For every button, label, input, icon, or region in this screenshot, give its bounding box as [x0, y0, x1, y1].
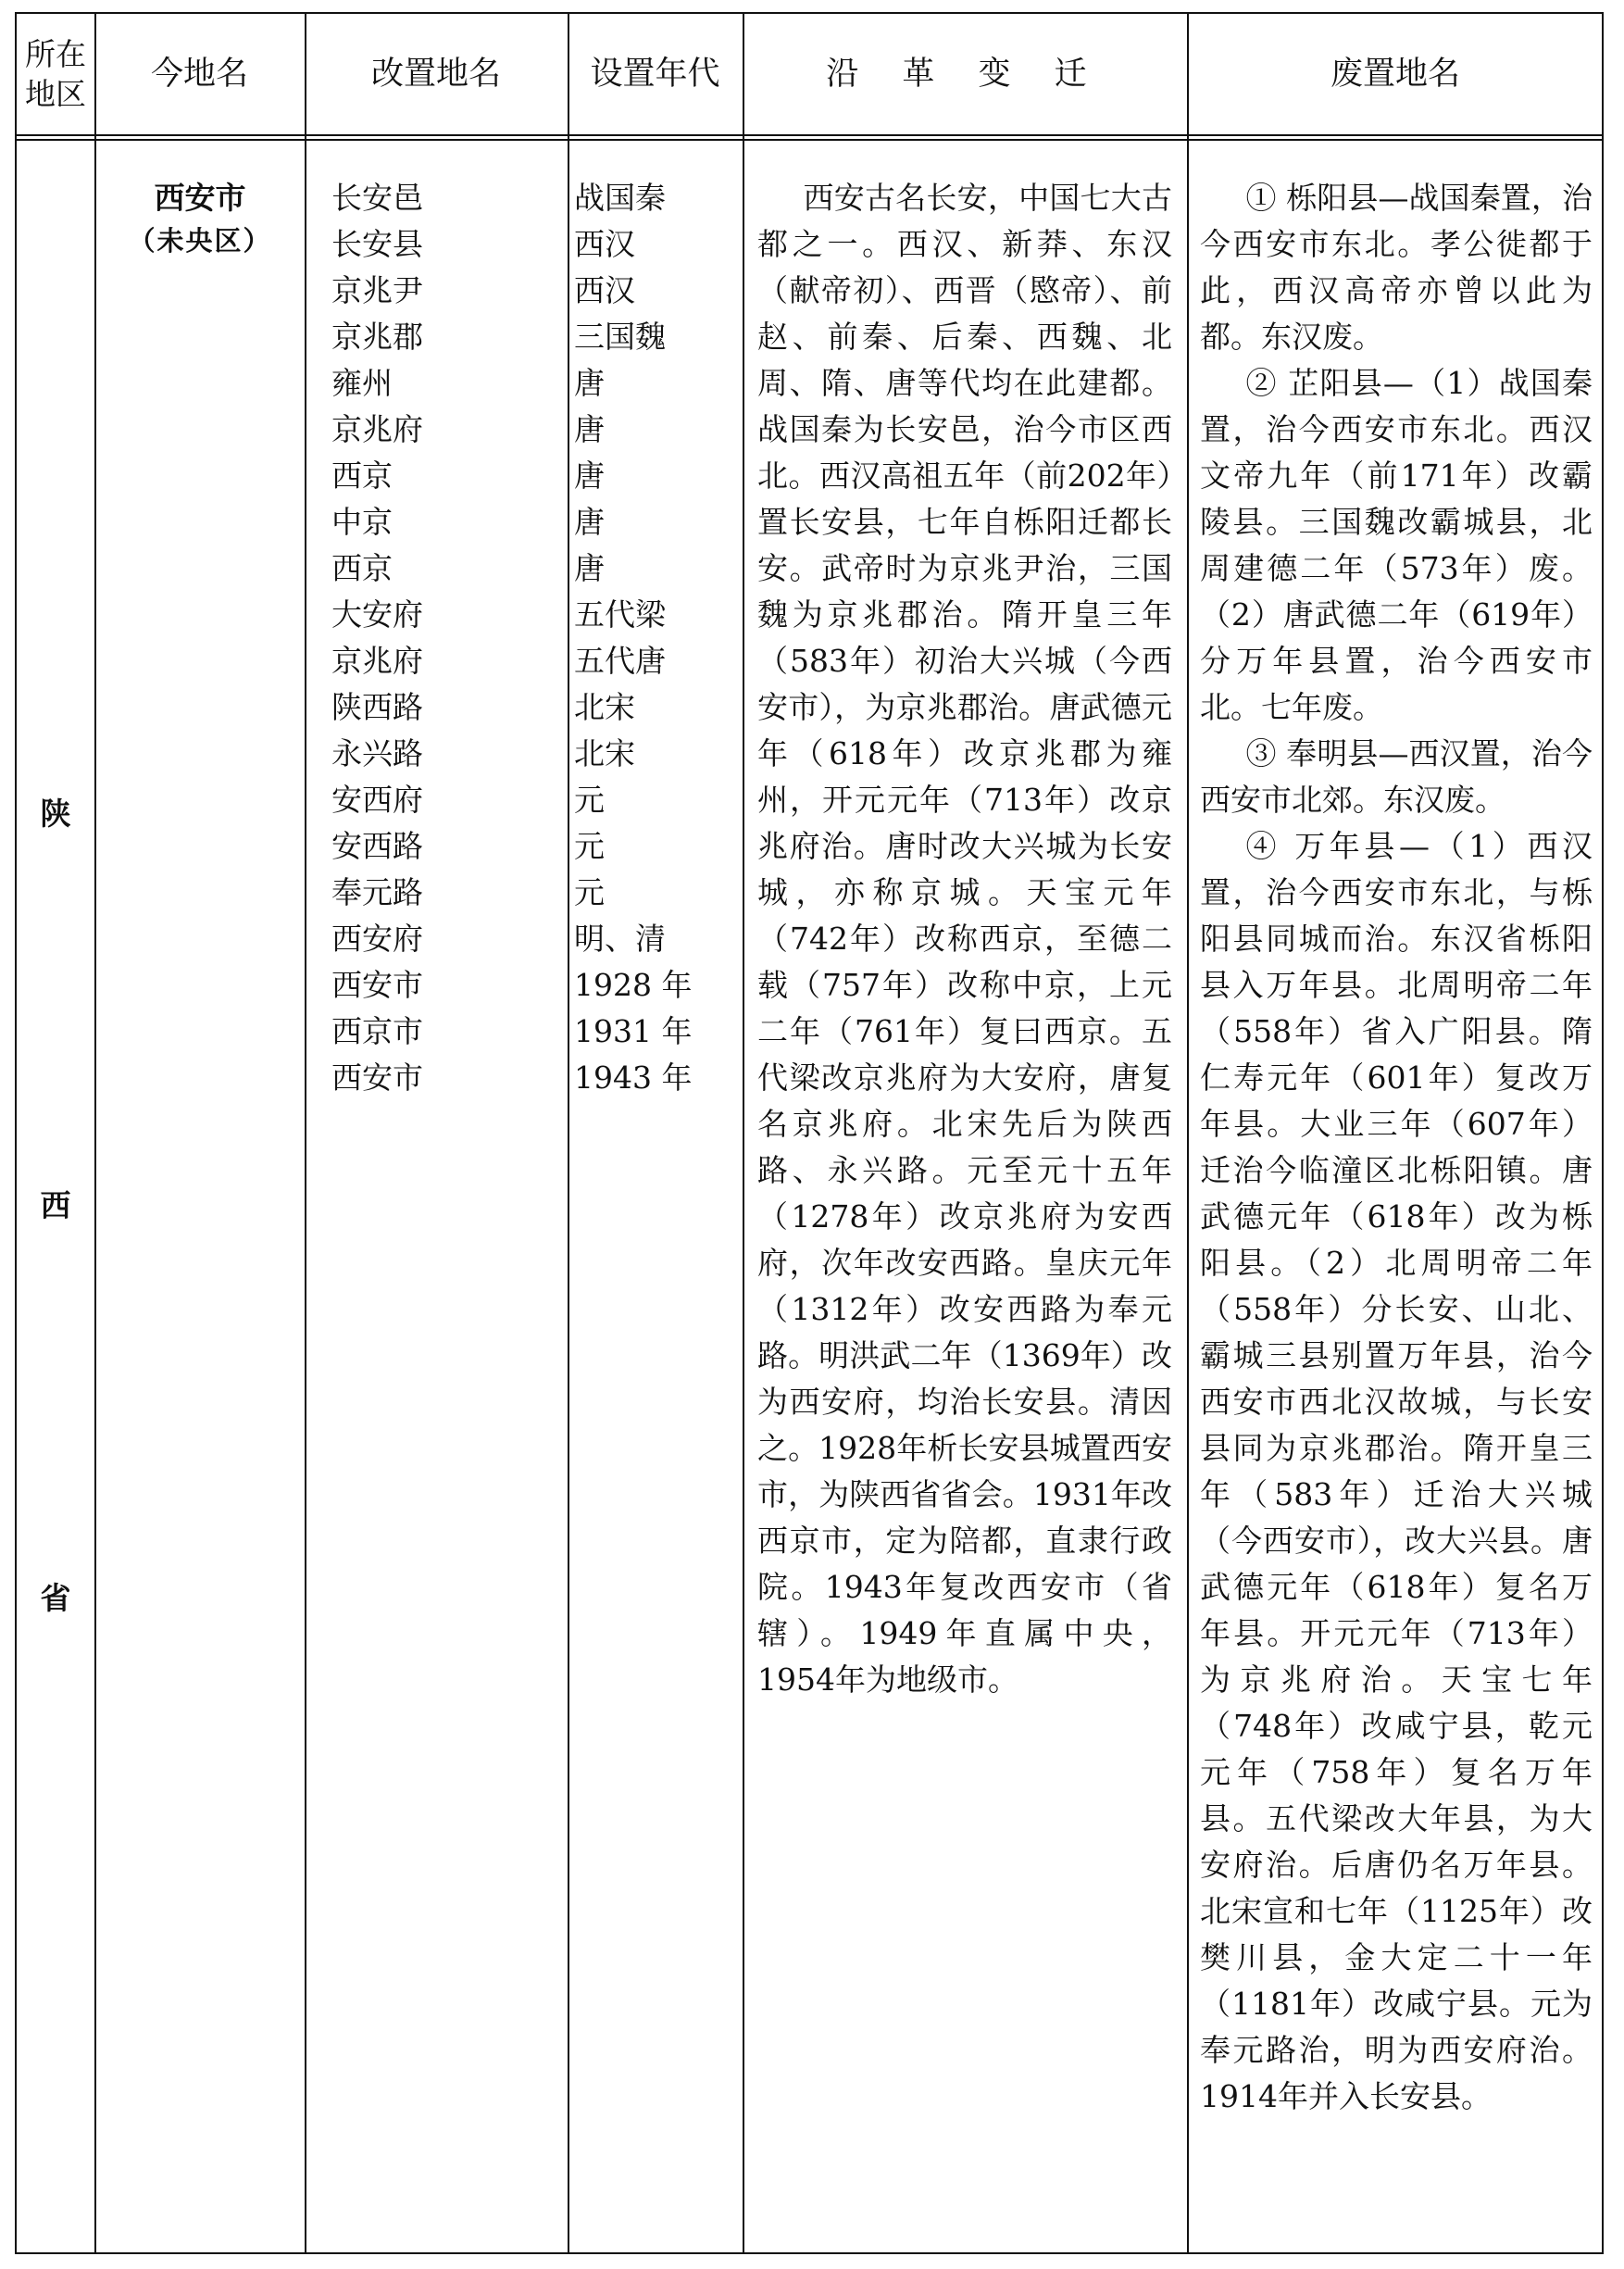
established-era-item: 元: [574, 828, 605, 864]
abolished-entry: ② 芷阳县—（1）战国秦置，治今西安市东北。西汉文帝九年（前171年）改霸陵县。三国魏改霸城县，北周建德二年（573年）废。（2）唐武德二年（619年）分万年县置，治今西安市北。七年废。: [1200, 365, 1593, 725]
history-text: [757, 175, 1172, 1703]
header-region-line2: 地区: [25, 76, 86, 112]
header-region: [17, 14, 94, 134]
modern-place-name: 西安市: [154, 180, 246, 216]
header-modern-name: 今地名: [150, 56, 248, 93]
established-era-item: 西汉: [574, 226, 635, 262]
header-renamed-names: 改置地名: [370, 56, 501, 93]
established-era-item: 唐: [574, 504, 605, 540]
abolished-text: [1200, 175, 1593, 2120]
province-char: 省: [40, 1580, 71, 1616]
renamed-name-item: 西安市: [331, 967, 423, 1003]
renamed-name-item: 安西路: [331, 828, 423, 864]
renamed-name-item: 中京: [331, 504, 393, 540]
established-era-item: 1928 年: [574, 967, 693, 1003]
header-divider: [17, 134, 1602, 136]
renamed-names-list: [331, 175, 423, 1101]
province-char: 西: [40, 1187, 71, 1223]
established-era-item: 战国秦: [574, 180, 666, 216]
renamed-name-item: 永兴路: [331, 735, 423, 771]
header-divider: [17, 139, 1602, 141]
established-era-item: 唐: [574, 550, 605, 586]
established-era-item: 五代梁: [574, 596, 666, 633]
abolished-entry: ③ 奉明县—西汉置，治今西安市北郊。东汉废。: [1200, 735, 1593, 818]
renamed-name-item: 京兆府: [331, 411, 423, 447]
header-region-line1: 所在: [25, 36, 86, 72]
established-era-item: 北宋: [574, 735, 635, 771]
renamed-name-item: 长安县: [331, 226, 423, 262]
renamed-name-item: 西安市: [331, 1059, 423, 1096]
header-history: 沿 革 变 迁: [826, 56, 1104, 93]
history-paragraph: 西安古名长安，中国七大古都之一。西汉、新莽、东汉（献帝初）、西晋（愍帝）、前赵、前秦、后秦、西魏、北周、隋、唐等代均在此建都。战国秦为长安邑，治今市区西北。西汉高祖五年（前202年）置长安县，七年自栎阳迁都长安。武帝时为京兆尹治，三国魏为京兆郡治。隋开皇三年（583年）初治大兴城（今西安市），为京兆郡治。唐武德元年（618年）改京兆郡为雍州，开元元年（713年）改京兆府治。唐时改大兴城为长安城，亦称京城。天宝元年（742年）改称西京，至德二载（757年）改称中京，上元二年（761年）复曰西京。五代梁改京兆府为大安府，唐复名京兆府。北宋先后为陕西路、永兴路。元至元十五年（1278年）改京兆府为安西府，次年改安西路。皇庆元年（1312年）改安西路为奉元路。明洪武二年（1369年）改为西安府，均治长安县。清因之。1928年析长安县城置西安市，为陕西省省会。1931年改西京市，定为陪都，直隶行政院。1943年复改西安市（省辖）。1949年直属中央，1954年为地级市。: [757, 180, 1172, 1698]
established-era-item: 唐: [574, 365, 605, 401]
column-divider: [305, 14, 306, 2252]
renamed-name-item: 西京: [331, 550, 393, 586]
established-era-item: 唐: [574, 458, 605, 494]
renamed-name-item: 陕西路: [331, 689, 423, 725]
established-era-item: 五代唐: [574, 643, 666, 679]
established-era-item: 明、清: [574, 921, 666, 957]
renamed-name-item: 大安府: [331, 596, 423, 633]
renamed-name-item: 西京市: [331, 1013, 423, 1049]
established-era-item: 1943 年: [574, 1059, 693, 1096]
column-divider: [743, 14, 744, 2252]
established-era-item: 三国魏: [574, 319, 666, 355]
renamed-name-item: 西京: [331, 458, 393, 494]
renamed-name-item: 安西府: [331, 782, 423, 818]
province-char: 陕: [40, 796, 71, 832]
established-era-item: 元: [574, 874, 605, 910]
established-era-item: 唐: [574, 411, 605, 447]
abolished-entry: ④ 万年县—（1）西汉置，治今西安市东北，与栎阳县同城而治。东汉省栎阳县入万年县。北周明帝二年（558年）省入广阳县。隋仁寿元年（601年）复改万年县。大业三年（607年）迁治今临潼区北栎阳镇。唐武德元年（618年）改为栎阳县。（2）北周明帝二年（558年）分长安、山北、霸城三县别置万年县，治今西安市西北汉故城，与长安县同为京兆郡治。隋开皇三年（583年）迁治大兴城（今西安市），改大兴县。唐武德元年（618年）复名万年县。开元元年（713年）为京兆府治。天宝七年（748年）改咸宁县，乾元元年（758年）复名万年县。五代梁改大年县，为大安府治。后唐仍名万年县。北宋宣和七年（1125年）改樊川县，金大定二十一年（1181年）改咸宁县。元为奉元路治，明为西安府治。1914年并入长安县。: [1200, 828, 1593, 2114]
abolished-entry: ① 栎阳县—战国秦置，治今西安市东北。孝公徙都于此，西汉高帝亦曾以此为都。东汉废。: [1200, 180, 1593, 355]
renamed-name-item: 京兆府: [331, 643, 423, 679]
established-era-item: 西汉: [574, 272, 635, 308]
renamed-name-item: 京兆尹: [331, 272, 423, 308]
modern-district: （未央区）: [128, 225, 272, 257]
established-era-item: 元: [574, 782, 605, 818]
renamed-name-item: 雍州: [331, 365, 393, 401]
renamed-name-item: 西安府: [331, 921, 423, 957]
header-established: 设置年代: [590, 56, 720, 93]
gazetteer-table: [15, 12, 1604, 2254]
established-era-item: 北宋: [574, 689, 635, 725]
established-list: [574, 175, 692, 1101]
renamed-name-item: 奉元路: [331, 874, 423, 910]
column-divider: [94, 14, 96, 2252]
column-divider: [568, 14, 569, 2252]
column-divider: [1187, 14, 1189, 2252]
renamed-name-item: 长安邑: [331, 180, 423, 216]
header-abolished: 废置地名: [1330, 56, 1460, 93]
established-era-item: 1931 年: [574, 1013, 693, 1049]
renamed-name-item: 京兆郡: [331, 319, 423, 355]
